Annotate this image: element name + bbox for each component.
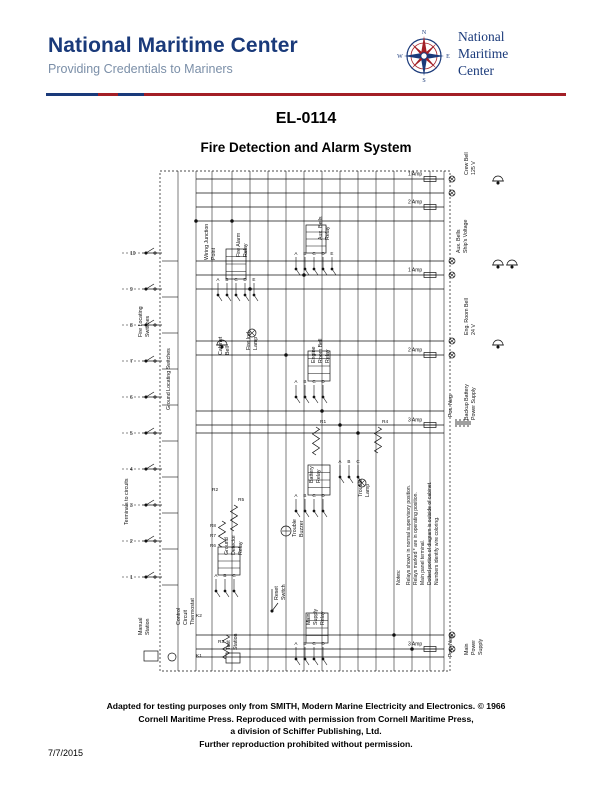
contact-pivot <box>313 396 315 398</box>
contact-pivot <box>339 476 341 478</box>
contact-pivot <box>304 658 306 660</box>
terminal-letter: B <box>303 641 307 646</box>
note-3: Main panel terminal. <box>420 539 426 585</box>
contact-pivot <box>295 268 297 270</box>
relay-label-K1: K1 <box>196 654 202 659</box>
test-station-label: Test <box>226 640 232 650</box>
contact-pivot <box>322 268 324 270</box>
switch-pivot <box>145 252 147 254</box>
switch-number: 4 <box>130 467 133 473</box>
terminal-letter: C <box>312 379 316 384</box>
control-circuit-thermostat-label-2: Circuit <box>183 609 189 625</box>
svg-text:S: S <box>422 78 426 84</box>
junction-dot <box>411 648 414 651</box>
resistor-label-R6: R6 <box>210 543 216 548</box>
document-title: Fire Detection and Alarm System <box>200 140 412 155</box>
fire-locating-switches-label: Fire Locating <box>138 306 144 337</box>
terminal-letter: B <box>303 251 307 256</box>
contact-pivot <box>331 268 333 270</box>
terminal-letter: B <box>225 277 229 282</box>
switch-number: 7 <box>130 359 133 365</box>
terminal-letter: D <box>321 493 325 498</box>
ground-locating-switches-label: Ground Locating Switches <box>166 348 172 410</box>
terminal-letter: E <box>252 277 256 282</box>
crew-bell-icon <box>493 176 503 181</box>
test-station-label-2: Station <box>233 633 239 650</box>
contact-pivot <box>295 658 297 660</box>
terminal-letter: A <box>294 251 298 256</box>
schematic-svg <box>100 152 520 695</box>
logo-wordmark <box>458 28 508 79</box>
junction-dot <box>321 410 324 413</box>
footer-line-3: a division of Schiffer Publishing, Ltd. <box>230 726 382 736</box>
junction-dot <box>195 220 198 223</box>
resistor-R4 <box>375 427 382 453</box>
junction-dot <box>249 288 252 291</box>
svg-text:N: N <box>421 30 427 36</box>
brand-title: National Maritime Center <box>48 34 298 57</box>
node <box>497 346 499 348</box>
trouble-buzzer-label-2: Buzzer <box>299 520 305 537</box>
switch-number: 6 <box>130 395 133 401</box>
eng-room-bell-24v-label: Eng. Room Bell <box>464 298 470 335</box>
contact-pivot <box>235 294 237 296</box>
switch-pivot <box>145 288 147 290</box>
pos-neg-battery-label: Pos. Neg. <box>448 393 454 417</box>
terminal-letter: B <box>347 459 351 464</box>
resistor-label-R5: R5 <box>238 498 245 503</box>
schematic-diagram <box>100 152 520 695</box>
fire-ind-lamp-label-2: Lamp <box>253 336 259 350</box>
resistor-label-R3: R3 <box>218 640 225 645</box>
fuse-label: 3 Amp <box>408 641 423 648</box>
terminal-letter: C <box>312 251 316 256</box>
contact-pivot <box>295 510 297 512</box>
cabinet-bell-label-2: Bell <box>225 346 231 355</box>
wiring-junction-point-label-2: Point <box>211 247 217 260</box>
terminal-letter: A <box>294 493 298 498</box>
junction-dot <box>393 634 396 637</box>
terminal-letter: C <box>232 573 236 578</box>
nmc-logo <box>396 26 566 84</box>
contact-pivot <box>304 268 306 270</box>
switch-pivot <box>145 576 147 578</box>
junction-dot <box>285 354 288 357</box>
cabinet-bell-label: Cabinet <box>218 336 224 355</box>
contact-pivot <box>313 658 315 660</box>
contact-pivot <box>348 476 350 478</box>
svg-text:W: W <box>397 54 403 60</box>
switch-pivot <box>145 540 147 542</box>
divider-blue-left <box>46 93 98 96</box>
switch-number: 2 <box>130 539 133 545</box>
eng-room-bell-24v-label-2: 24 V <box>471 324 477 335</box>
reset-switch-label: Reset <box>274 586 280 600</box>
terminal-letter: D <box>321 641 325 646</box>
terminal-letter: B <box>223 573 227 578</box>
node <box>511 266 513 268</box>
compass-rose-icon <box>396 26 452 82</box>
node <box>497 182 499 184</box>
main-supply-relay-label-3: Relay <box>320 611 326 625</box>
pos-neg-main-label: Pos. Neg. <box>448 633 454 657</box>
terminal-letter: D <box>321 251 325 256</box>
fuse-label: 1 Amp <box>408 267 423 274</box>
contact-pivot <box>357 476 359 478</box>
trouble-lamp-label: Trouble <box>358 479 364 497</box>
main-power-supply-label-3: Supply <box>478 638 484 655</box>
contact-pivot <box>313 268 315 270</box>
terminal-letter: C <box>356 459 360 464</box>
header-divider <box>46 92 566 98</box>
contact-pivot <box>322 658 324 660</box>
aux-bells-relay-label-2: Relay <box>325 226 331 240</box>
terminal-letter: B <box>303 493 307 498</box>
logo-line-2: Maritime <box>458 46 509 61</box>
fire-locating-switches-label-2: Switches <box>145 315 151 337</box>
contact-pivot <box>253 294 255 296</box>
ground-detector-relay-label-3: Relay <box>238 541 244 555</box>
resistor-R5 <box>231 505 238 531</box>
resistor-label-R1: R1 <box>320 420 327 425</box>
switch-pivot <box>145 360 147 362</box>
contact-pivot <box>215 590 217 592</box>
contact-pivot <box>224 590 226 592</box>
divider-blue-accent <box>118 93 144 96</box>
wiring-junction-point-label: Wiring Junction <box>204 223 210 260</box>
backup-battery-power-supply-label-2: Power Supply <box>471 387 477 420</box>
junction-dot <box>357 432 360 435</box>
engine-room-bell-relay-label: Engine <box>311 346 317 363</box>
switch-number: 5 <box>130 431 133 437</box>
fuse-label: 1 Amp <box>408 171 423 178</box>
switch-number: 10 <box>130 251 136 257</box>
terminal-letter: C <box>234 277 238 282</box>
fire-alarm-relay-label-2: Relay <box>243 243 249 257</box>
aux-bells-ships-voltage-label: Aux. Bells <box>456 229 462 253</box>
test-station-box <box>226 653 240 663</box>
terminal-letter: A <box>214 573 218 578</box>
note-5: Numbers identify wire coloring. <box>434 516 440 585</box>
switch-pivot <box>145 504 147 506</box>
logo-line-1: National <box>458 29 505 44</box>
notes-heading: Notes: <box>396 569 402 585</box>
junction-dot <box>231 220 234 223</box>
control-circuit-thermostat-label-3: Thermostat <box>190 598 196 625</box>
resistor-label-R2: R2 <box>212 488 219 493</box>
junction-dot <box>303 274 306 277</box>
footer-line-1: Adapted for testing purposes only from SMITH, Modern Marine Electricity and Electronics. © 1966 <box>106 701 506 711</box>
page-header <box>0 0 612 100</box>
ground-detector-relay-label: Ground <box>224 537 230 555</box>
fuse-label: 2 Amp <box>408 199 423 206</box>
contact-pivot <box>322 510 324 512</box>
logo-line-3: Center <box>458 63 494 78</box>
switch-number: 9 <box>130 287 133 293</box>
reset-switch-label-2: Switch <box>281 584 287 600</box>
terminal-letter: C <box>312 493 316 498</box>
fuse-label: 3 Amp <box>408 417 423 424</box>
switch-number: 8 <box>130 323 133 329</box>
control-circuit-thermostat-label: Control <box>176 607 182 625</box>
terminals-to-circuits-label: Terminals to circuits <box>124 478 130 525</box>
main-supply-relay-label: Main <box>306 613 312 625</box>
note-1: Relays shown in normal supervisory position. <box>406 484 412 585</box>
trouble-lamp-label-2: Lamp <box>365 483 371 497</box>
fuse-label: 2 Amp <box>408 347 423 354</box>
aux-bell-icon-1 <box>493 260 503 265</box>
switch-number: 1 <box>130 575 133 581</box>
fire-ind-lamp-label: Fire Ind. <box>246 330 252 350</box>
crew-bell-125v-label: Crew Bell <box>464 152 470 175</box>
terminal-letter: B <box>303 379 307 384</box>
terminal-letter: C <box>312 641 316 646</box>
crew-bell-125v-label-2: 125 V <box>471 161 477 175</box>
switch-number: 3 <box>130 503 133 509</box>
manual-station-label: Manual <box>138 617 144 635</box>
reset-switch-pivot <box>271 610 273 612</box>
terminal-letter: A <box>294 379 298 384</box>
manual-station-label-2: Station <box>145 618 151 635</box>
backup-battery-power-supply-label: Backup Battery <box>464 384 470 420</box>
junction-dot <box>339 424 342 427</box>
contact-pivot <box>313 510 315 512</box>
terminal-letter: D <box>243 277 247 282</box>
terminal-letter: D <box>321 379 325 384</box>
contact-pivot <box>304 396 306 398</box>
aux-bells-ships-voltage-label-2: Ship's Voltage <box>463 219 469 253</box>
switch-pivot <box>145 432 147 434</box>
resistor-label-R8: R8 <box>210 523 216 528</box>
main-supply-relay-label-2: Supply <box>313 608 319 625</box>
note-4: Dotted portion of diagram is outside of cabinet. <box>427 481 433 585</box>
battery-relay-label-2: Relay <box>316 469 322 483</box>
terminal-letter: A <box>216 277 220 282</box>
engine-room-bell-relay-label-2: Room Bell <box>318 338 324 363</box>
contact-pivot <box>233 590 235 592</box>
switch-pivot <box>145 396 147 398</box>
contact-pivot <box>322 396 324 398</box>
main-power-supply-label-2: Power <box>471 639 477 655</box>
document-code: EL-0114 <box>275 110 337 127</box>
control-thermostat <box>168 653 176 661</box>
footer-credits <box>0 700 612 750</box>
battery-relay-label: Battery <box>309 466 315 483</box>
contact-pivot <box>295 396 297 398</box>
switch-pivot <box>145 468 147 470</box>
contact-pivot <box>217 294 219 296</box>
resistor-label-R4: R4 <box>382 420 389 425</box>
fire-alarm-relay-label: Fire Alarm <box>236 232 242 257</box>
contact-pivot <box>244 294 246 296</box>
contact-pivot <box>304 510 306 512</box>
manual-station-box <box>144 651 158 661</box>
main-power-supply-label: Main <box>464 643 470 655</box>
ground-detector-relay-label-2: Detector <box>231 534 237 555</box>
resistor-label-R7: R7 <box>210 533 216 538</box>
node <box>497 266 499 268</box>
note-2: Relays marked * are in operating position. <box>413 492 419 585</box>
terminal-letter: A <box>294 641 298 646</box>
contact-pivot <box>226 294 228 296</box>
terminal-letter: A <box>338 459 342 464</box>
footer-line-4: Further reproduction prohibited without permission. <box>199 738 413 749</box>
svg-text:E: E <box>446 54 450 60</box>
document-date: 7/7/2015 <box>48 748 84 758</box>
brand-subtitle: Providing Credentials to Mariners <box>48 62 233 76</box>
aux-bell-icon-2 <box>507 260 517 265</box>
engine-room-bell-relay-label-3: Relay <box>325 349 331 363</box>
footer-line-2: Cornell Maritime Press. Reproduced with permission from Cornell Maritime Press, <box>138 713 474 724</box>
resistor-R1 <box>313 427 320 455</box>
engine-room-bell-icon <box>493 340 503 345</box>
aux-bells-relay-label: Aux. Bells <box>318 216 324 240</box>
relay-label-K2: K2 <box>196 614 202 619</box>
trouble-buzzer-label: Trouble <box>292 519 298 537</box>
terminal-letter: E <box>330 251 334 256</box>
